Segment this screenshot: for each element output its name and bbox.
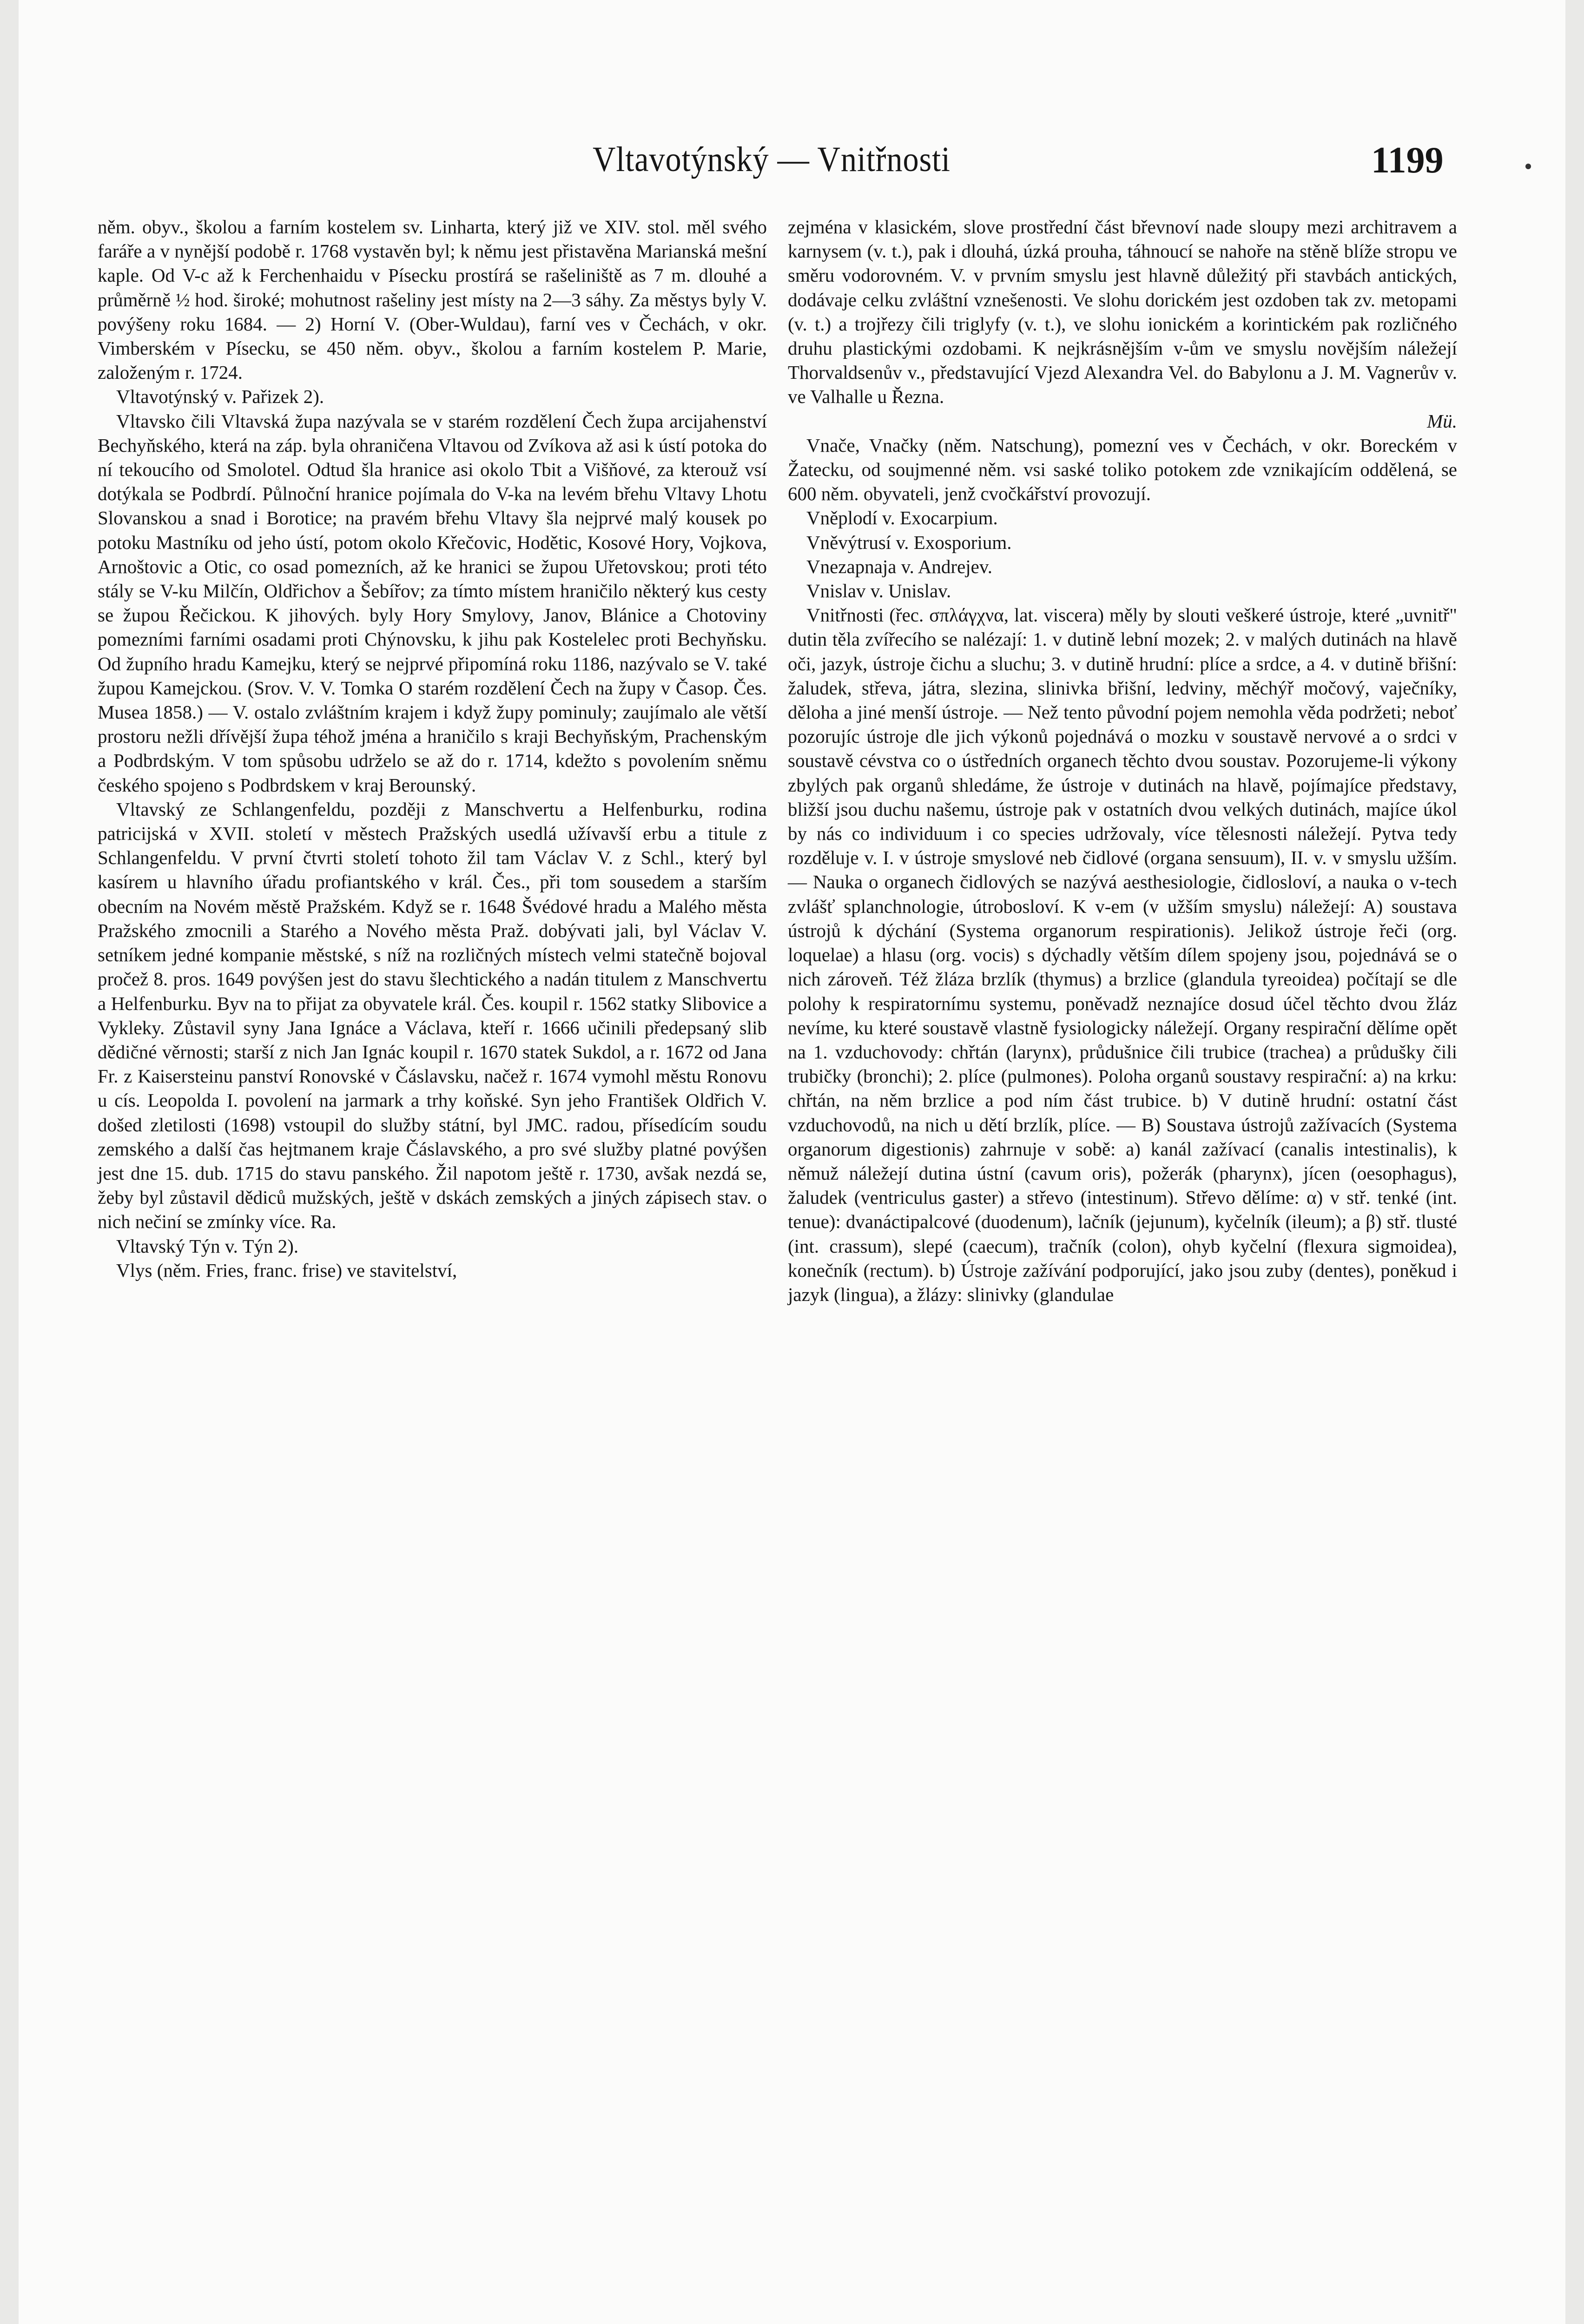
left-column — [98, 215, 767, 1282]
entry-vnevytrusi: Vněvýtrusí v. Exosporium. — [806, 531, 1012, 553]
entry-vltava-continuation: něm. obyv., školou a farním kostelem sv. Linharta, který již ve XIV. stol. měl svého faráře a v nynější podobě r. 1768 vystavěn byl; k němu jest přistavěna Marianská mešní kaple. Od V-c až k Ferchenhaidu v Písecku prostírá se rašeliniště as 7 m. dlouhé a průměrně ½ hod. široké; mohutnost rašeliny jest místy na 2—3 sáhy. Za městys byly V. povýšeny roku 1684. — 2) Horní V. (Ober-Wuldau), farní ves v Čechách, v okr. Vimberském v Písecku, se 450 něm. obyv., školou a farním kostelem P. Marie, založeným r. 1724. — [98, 216, 767, 383]
entry-vltavsky-ze-schlangenfeldu: Vltavský ze Schlangenfeldu, později z Manschvertu a Helfenburku, rodina patricijská v XVII. století v městech Pražských usedlá užívavší erbu a titule z Schlangenfeldu. V první čtvrti století tohoto žil tam Václav V. z Schl., který byl kasírem u hlavního úřadu profiantského v král. Čes., při tom sousedem a starším obecním na Novém městě Pražském. Když se r. 1648 Švédové hradu a Malého města Pražského zmocnili a Starého a Nového města Praž. dobývati jali, byl Václav V. setníkem jedné kompanie městské, s níž na rozličných místech velmi statečně bojoval pročež 8. pros. 1649 povýšen jest do stavu šlechtického a nadán titulem z Manschvertu a Helfenburku. Byv na to přijat za obyvatele král. Čes. koupil r. 1562 statky Slibovice a Vykleky. Zůstavil syny Jana Ignáce a Václava, kteří r. 1666 učinili předepsaný slib dědičné věrnosti; starší z nich Jan Ignác koupil r. 1670 statek Sukdol, a r. 1672 od Jana Fr. z Kaisersteinu panství Ronovské v Čáslavsku, načež r. 1674 vymohl městu Ronovu u cís. Leopolda I. povolení na jarmark a trhy koňské. Syn jeho František Oldřich V. došed zletilosti (1698) vstoupil do služby státní, byl JMC. radou, přísedícím soudu zemského a další čas hejtmanem kraje Čáslavského, a pro své služby platné povýšen jest dne 15. dub. 1715 do stavu panského. Žil napotom ještě r. 1730, avšak nezdá se, žeby byl zůstavil dědiců mužských, ještě v dskách zemských a jiných zápisech stav. o nich nečiní se zmínky více. Ra. — [98, 798, 767, 1233]
page-number: 1199 — [1371, 140, 1444, 181]
entry-vlys: Vlys (něm. Fries, franc. frise) ve stavitelství, — [116, 1259, 457, 1281]
page-edge-left — [0, 0, 19, 2324]
entry-vneplodi: Vněplodí v. Exocarpium. — [806, 507, 998, 529]
author-signature: Mü. — [1427, 410, 1457, 432]
entry-vlys-continuation: zejména v klasickém, slove prostřední část břevnoví nade sloupy mezi architravem a karnysem (v. t.), pak i dlouhá, úzká prouha, táhnoucí se nahoře na stěně blíže stropu ve směru vodorovném. V. v prvním smyslu jest hlavně důležitý při stavbách antických, dodávaje celku zvláštní vznešenosti. Ve slohu dorickém jest ozdoben tak zv. metopami (v. t.) a trojřezy čili triglyfy (v. t.), ve slohu ionickém a korintickém pak rozličného druhu plastickými ozdobami. K nejkrásnějším v-ům ve smyslu novějším náležejí Thorvaldsenův v., představující Vjezd Alexandra Vel. do Babylonu a J. M. Vagnerův v. ve Valhalle u Řezna. — [788, 216, 1457, 408]
entry-vnislav: Vnislav v. Unislav. — [806, 580, 951, 602]
entry-vltavsko: Vltavsko čili Vltavská župa nazývala se v starém rozdělení Čech župa arcijahenství Bechyňského, která na záp. byla ohraničena Vltavou od Zvíkova až asi k ústí potoka do ní tekoucího od Smolotel. Odtud šla hranice asi okolo Tbit a Višňové, za kterouž vsí dotýkala se Podbrdí. Půlnoční hranice pojímala do V-ka na levém břehu Vltavy Lhotu Slovanskou a snad i Borotice; na pravém břehu Vltavy šla nejprvé malý kousek po potoku Mastníku od jeho ústí, potom okolo Křečovic, Hodětic, Kosové Hory, Vojkova, Arnoštovic a Otic, co osad pomezních, až ke hranici se župou Uřetovskou; proti této stály se V-ku Milčín, Oldřichov a Šebířov; za tímto místem hraničilo některý kus cesty se župou Řečickou. K jihových. byly Hory Smylovy, Janov, Blánice a Chotoviny pomezními farními osadami proti Chýnovsku, k jihu pak Kostelelec proti Bechyňsku. Od župního hradu Kamejku, který se nejprvé připomíná roku 1186, nazývalo se V. také župou Kamejckou. (Srov. V. V. Tomka O starém rozdělení Čech na župy v Časop. Čes. Musea 1858.) — V. ostalo zvláštním krajem i když župy pominuly; zaujímalo ale větší prostoru nežli dřívější župa téhož jména a hraničilo s kraji Bechyňským, Prachenským a Podbrdským. V tom spůsobu udrželo se až do r. 1714, kdežto s povolením sněmu českého spojeno s Podbrdskem v kraj Berounský. — [98, 410, 767, 796]
entry-vnace: Vnače, Vnačky (něm. Natschung), pomezní ves v Čechách, v okr. Boreckém v Žatecku, od soujmenné něm. vsi saské toliko potokem zde vznikajícím oddělená, se 600 něm. obyvateli, jenž cvočkářství provozují. — [788, 434, 1457, 505]
right-column — [788, 215, 1457, 1307]
entry-vltavsky-tyn: Vltavský Týn v. Týn 2). — [116, 1235, 299, 1257]
entry-vnezapnaja: Vnezapnaja v. Andrejev. — [806, 555, 992, 577]
page-header — [0, 139, 1584, 191]
page-edge-right — [1565, 0, 1584, 2324]
entry-vnitrnosti: Vnitřnosti (řec. σπλάγχνα, lat. viscera) měly by slouti veškeré ústroje, které „uvnitř" dutin těla zvířecího se nalézají: 1. v dutině lební mozek; 2. v malých dutinách na hlavě oči, jazyk, ústroje čichu a sluchu; 3. v dutině hrudní: plíce a srdce, a 4. v dutině břišní: žaludek, střeva, játra, slezina, slinivka břišní, ledviny, měchýř močový, vaječníky, děloha a jiné menší ústroje. — Než tento původní pojem nemohla věda podržeti; neboť pozorujíc ústroje dle jich výkonů pojednává o mozku v soustavě nervové a o srdci v soustavě cévstva co o ústředních organech těchto dvou soustav. Pozorujeme-li výkony zbylých pak organů shledáme, že ústroje v dutinách na hlavě, pojímajíce představy, bližší jsou duchu našemu, ústroje pak v ostatních dvou velkých dutinách, majíce úkol by nás co individuum i co species udržovaly, více tělesnosti náležejí. Pytva tedy rozděluje v. I. v ústroje smyslové neb čidlové (organa sensuum), II. v. v smyslu užším. — Nauka o organech čidlových se nazývá aesthesiologie, čidlosloví, a nauka o v-tech zvlášť splanchnologie, útrobosloví. K v-em (v užším smyslu) náležejí: A) soustava ústrojů k dýchání (Systema organorum respirationis). Jelikož ústroje řeči (org. loquelae) a hlasu (org. vocis) s dýchadly větším dílem spojeny jsou, pojednává se o nich zároveň. Též žláza brzlík (thymus) a brzlice (glandula tyreoidea) počítají se dle polohy k respiratornímu systemu, poněvadž neznajíce dosud účel těchto dvou žláz nevíme, ku které soustavě vlastně fysiologicky náležejí. Organy respirační dělíme opět na 1. vzduchovody: chřtán (larynx), průdušnice čili trubice (trachea) a průdušky čili trubičky (bronchi); 2. plíce (pulmones). Poloha organů soustavy respirační: a) na krku: chřtán, na něm brzlice a pod ním část trubice. b) V dutině hrudní: ostatní část vzduchovodů, na nich u dětí brzlík, plíce. — B) Soustava ústrojů zažívacích (Systema organorum digestionis) zahrnuje v sobě: a) kanál zažívací (canalis intestinalis), k němuž náležejí dutina ústní (cavum oris), požerák (pharynx), jícen (oesophagus), žaludek (ventriculus gaster) a střevo (intestinum). Střevo dělíme: α) v stř. tenké (int. tenue): dvanáctipalcové (duodenum), lačník (jejunum), kyčelník (ileum); a β) stř. tlusté (int. crassum), slepé (caecum), tračník (colon), ohyb kyčelní (flexura sigmoidea), konečník (rectum). b) Ústroje zažívání podporující, jako jsou zuby (dentes), poněkud i jazyk (lingua), a žlázy: slinivky (glandulae — [788, 604, 1457, 1305]
running-title: Vltavotýnský — Vnitřnosti — [593, 140, 950, 179]
entry-vltavotynsky: Vltavotýnský v. Pařizek 2). — [116, 386, 324, 408]
